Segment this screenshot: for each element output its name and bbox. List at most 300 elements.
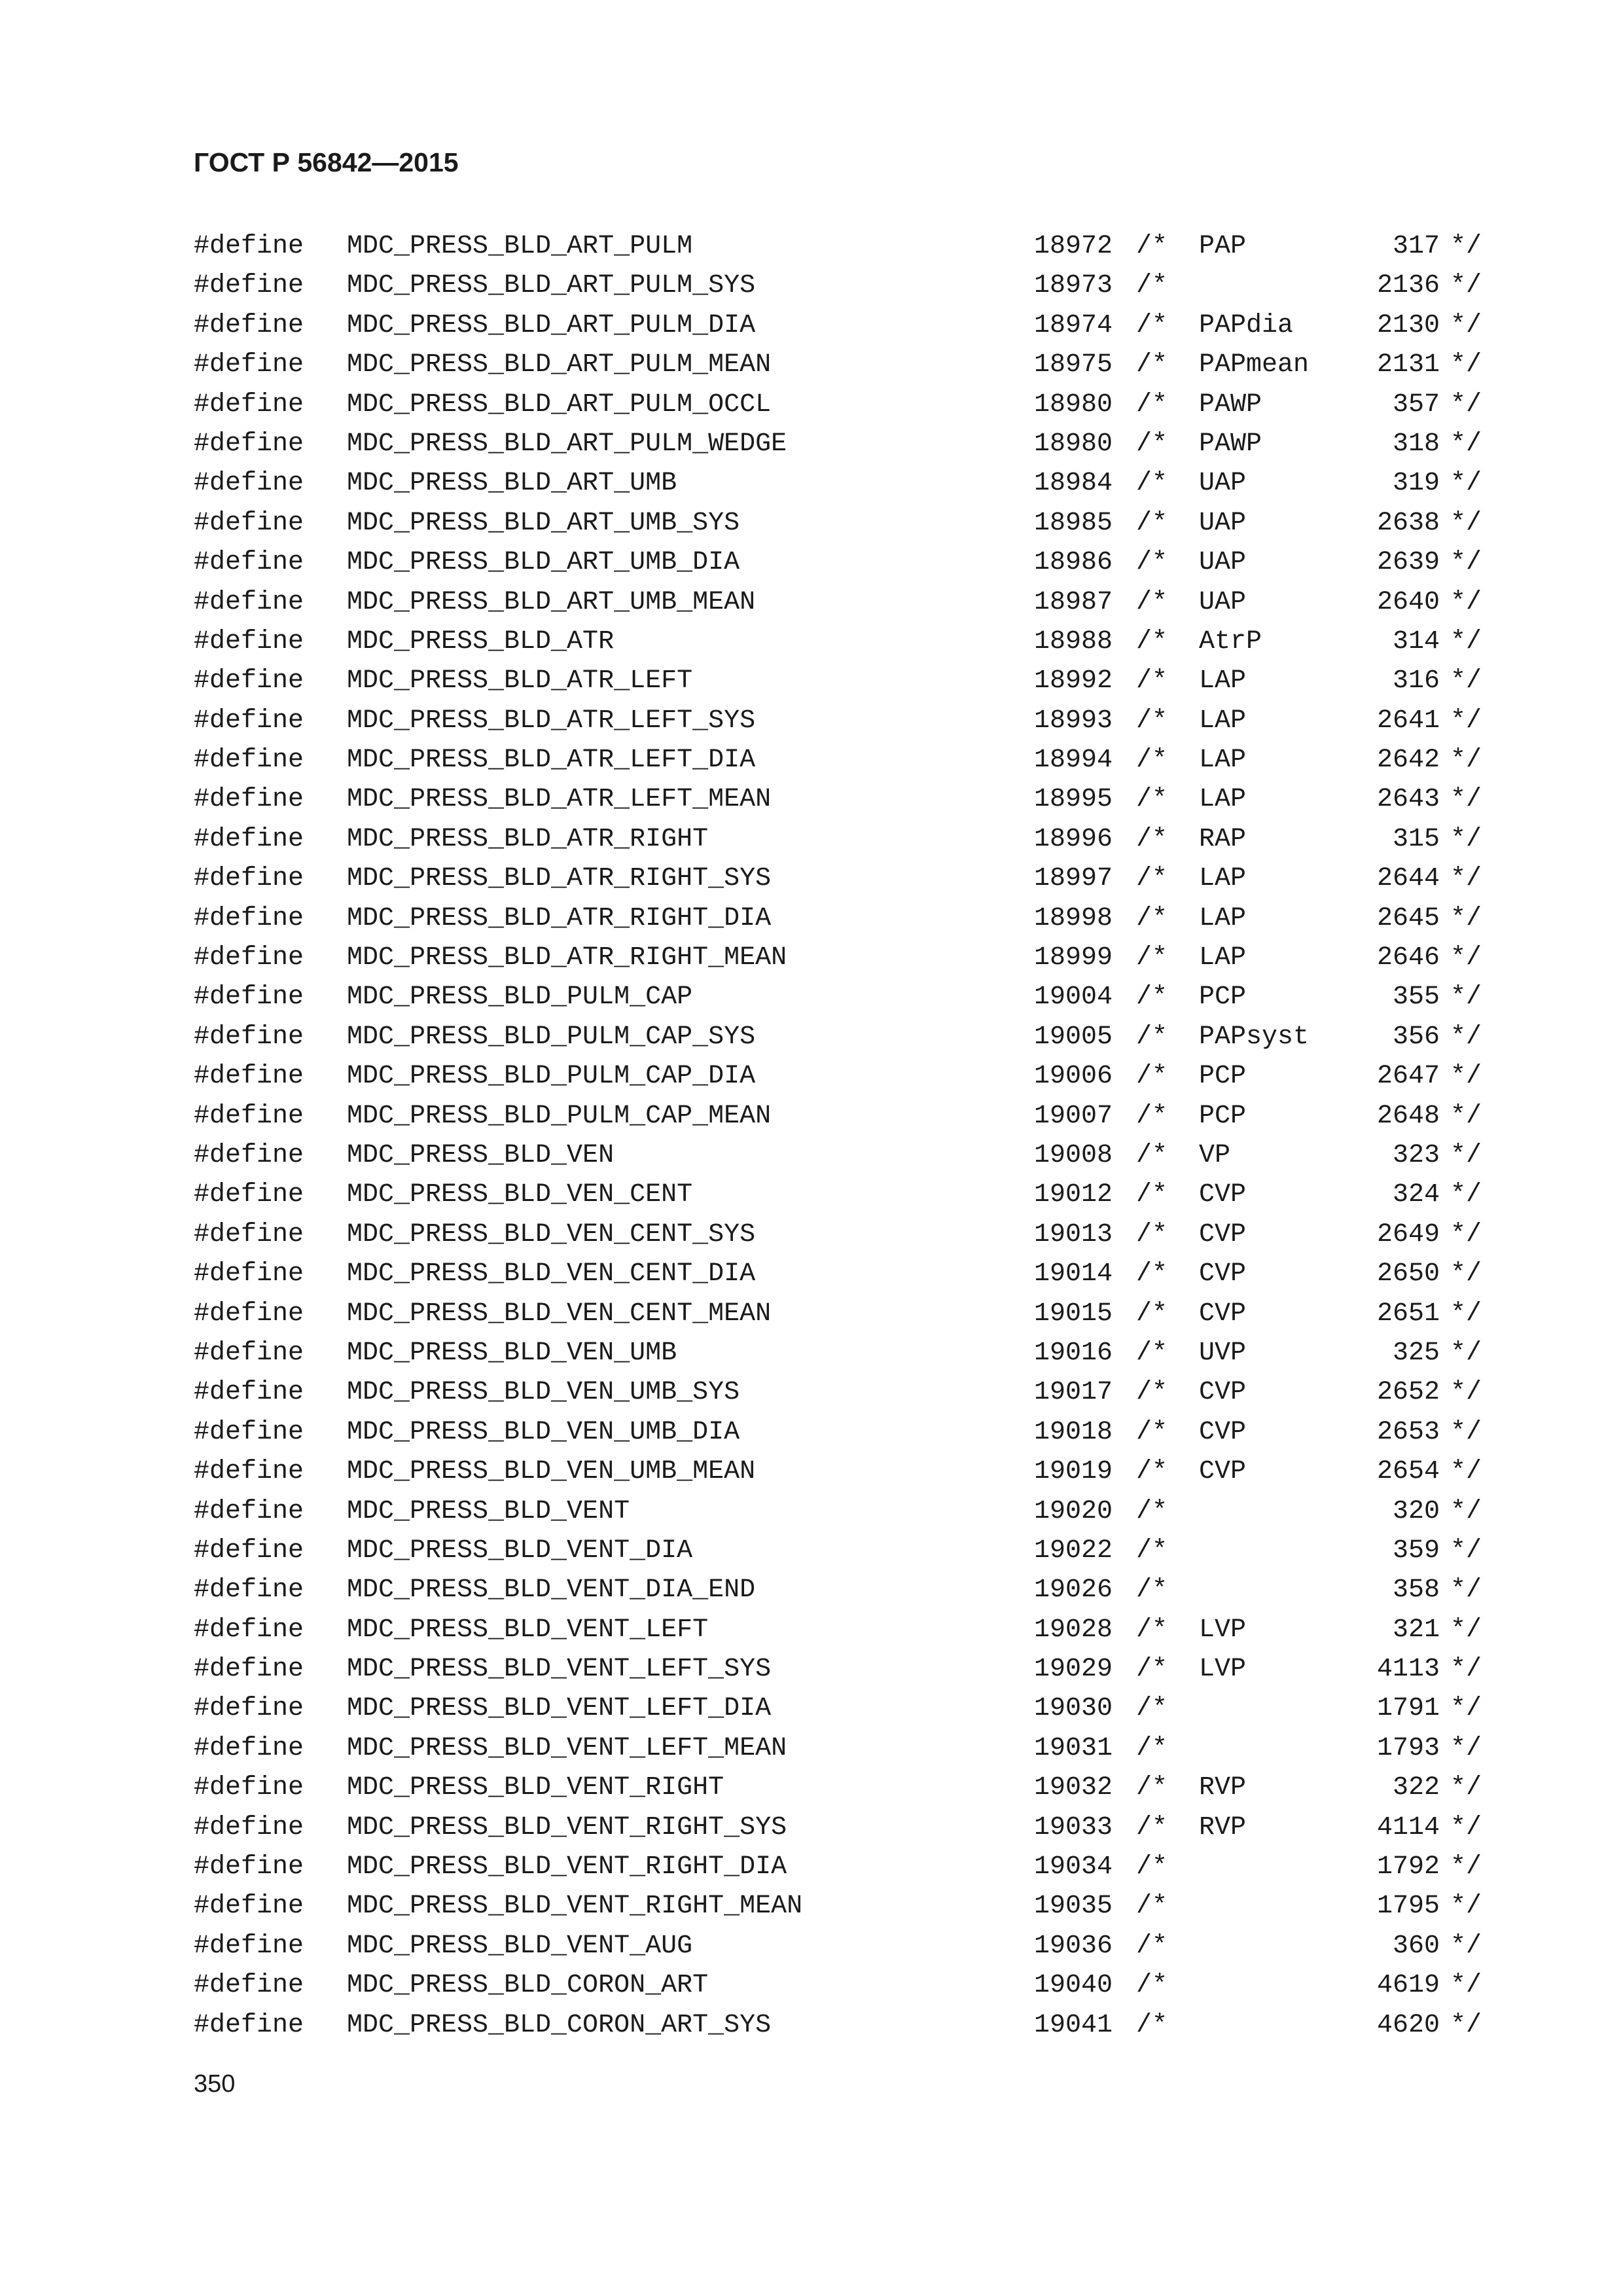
macro-value: 18995 bbox=[1033, 785, 1113, 815]
comment-close: */ bbox=[1450, 706, 1482, 736]
comment-open: /* bbox=[1136, 785, 1168, 815]
define-directive: #define bbox=[194, 1892, 304, 1922]
macro-name: MDC_PRESS_BLD_CORON_ART bbox=[347, 1971, 709, 2001]
comment-close: */ bbox=[1450, 1219, 1482, 1249]
comment-open: /* bbox=[1136, 1180, 1168, 1210]
comment-close: */ bbox=[1450, 1812, 1482, 1842]
ref-code: 4114 bbox=[1376, 1812, 1440, 1842]
code-line bbox=[0, 2006, 1623, 2045]
macro-value: 19012 bbox=[1033, 1180, 1113, 1210]
abbreviation: LAP bbox=[1199, 706, 1247, 736]
macro-value: 19017 bbox=[1033, 1378, 1113, 1408]
macro-name: MDC_PRESS_BLD_ART_UMB bbox=[347, 469, 677, 499]
comment-close: */ bbox=[1450, 1852, 1482, 1882]
code-line bbox=[0, 1492, 1623, 1532]
comment-close: */ bbox=[1450, 548, 1482, 578]
comment-close: */ bbox=[1450, 1892, 1482, 1922]
ref-code: 323 bbox=[1392, 1140, 1440, 1170]
code-line bbox=[0, 1175, 1623, 1215]
comment-open: /* bbox=[1136, 310, 1168, 340]
define-directive: #define bbox=[194, 824, 304, 854]
ref-code: 324 bbox=[1392, 1180, 1440, 1210]
ref-code: 2650 bbox=[1376, 1259, 1440, 1289]
code-line bbox=[0, 464, 1623, 503]
define-directive: #define bbox=[194, 864, 304, 894]
comment-open: /* bbox=[1136, 864, 1168, 894]
comment-open: /* bbox=[1136, 626, 1168, 656]
comment-close: */ bbox=[1450, 310, 1482, 340]
macro-value: 18988 bbox=[1033, 626, 1113, 656]
macro-value: 19007 bbox=[1033, 1101, 1113, 1131]
macro-value: 18999 bbox=[1033, 943, 1113, 973]
ref-code: 1792 bbox=[1376, 1852, 1440, 1882]
comment-close: */ bbox=[1450, 785, 1482, 815]
abbreviation: AtrP bbox=[1199, 626, 1262, 656]
macro-name: MDC_PRESS_BLD_CORON_ART_SYS bbox=[347, 2010, 772, 2040]
macro-value: 18985 bbox=[1033, 508, 1113, 538]
define-directive: #define bbox=[194, 706, 304, 736]
macro-value: 19030 bbox=[1033, 1694, 1113, 1724]
ref-code: 4620 bbox=[1376, 2010, 1440, 2040]
comment-close: */ bbox=[1450, 864, 1482, 894]
abbreviation: LAP bbox=[1199, 903, 1247, 933]
ref-code: 316 bbox=[1392, 666, 1440, 696]
abbreviation: LAP bbox=[1199, 864, 1247, 894]
code-line bbox=[0, 1215, 1623, 1255]
macro-name: MDC_PRESS_BLD_PULM_CAP_SYS bbox=[347, 1022, 756, 1052]
abbreviation: LAP bbox=[1199, 785, 1247, 815]
macro-value: 19040 bbox=[1033, 1971, 1113, 2001]
macro-name: MDC_PRESS_BLD_PULM_CAP bbox=[347, 982, 693, 1013]
comment-close: */ bbox=[1450, 1971, 1482, 2001]
macro-value: 19022 bbox=[1033, 1535, 1113, 1566]
ref-code: 4113 bbox=[1376, 1655, 1440, 1685]
comment-close: */ bbox=[1450, 389, 1482, 420]
macro-value: 18986 bbox=[1033, 548, 1113, 578]
define-directive: #define bbox=[194, 429, 304, 459]
ref-code: 2647 bbox=[1376, 1062, 1440, 1092]
code-line bbox=[0, 899, 1623, 939]
code-line bbox=[0, 1057, 1623, 1096]
document-header: ГОСТ Р 56842—2015 bbox=[194, 147, 459, 177]
define-directive: #define bbox=[194, 1812, 304, 1842]
define-directive: #define bbox=[194, 1259, 304, 1289]
code-line bbox=[0, 583, 1623, 622]
abbreviation: LVP bbox=[1199, 1655, 1247, 1685]
define-directive: #define bbox=[194, 587, 304, 617]
code-line bbox=[0, 939, 1623, 978]
code-line bbox=[0, 266, 1623, 306]
define-directive: #define bbox=[194, 232, 304, 261]
macro-value: 19034 bbox=[1033, 1852, 1113, 1882]
comment-close: */ bbox=[1450, 350, 1482, 380]
macro-name: MDC_PRESS_BLD_VENT_RIGHT_DIA bbox=[347, 1852, 787, 1882]
comment-close: */ bbox=[1450, 1931, 1482, 1961]
ref-code: 359 bbox=[1392, 1535, 1440, 1566]
abbreviation: PAPmean bbox=[1199, 350, 1310, 380]
comment-close: */ bbox=[1450, 429, 1482, 459]
ref-code: 318 bbox=[1392, 429, 1440, 459]
macro-name: MDC_PRESS_BLD_ART_PULM_OCCL bbox=[347, 389, 772, 420]
define-directive: #define bbox=[194, 508, 304, 538]
abbreviation: RAP bbox=[1199, 824, 1247, 854]
macro-value: 18980 bbox=[1033, 389, 1113, 420]
code-line bbox=[0, 978, 1623, 1017]
macro-name: MDC_PRESS_BLD_VENT_DIA bbox=[347, 1535, 693, 1566]
comment-open: /* bbox=[1136, 1457, 1168, 1487]
ref-code: 2644 bbox=[1376, 864, 1440, 894]
ref-code: 357 bbox=[1392, 389, 1440, 420]
comment-open: /* bbox=[1136, 1219, 1168, 1249]
abbreviation: CVP bbox=[1199, 1417, 1247, 1447]
define-directive: #define bbox=[194, 1575, 304, 1605]
code-line bbox=[0, 1887, 1623, 1926]
macro-value: 19032 bbox=[1033, 1773, 1113, 1803]
macro-name: MDC_PRESS_BLD_VENT_AUG bbox=[347, 1931, 693, 1961]
comment-open: /* bbox=[1136, 389, 1168, 420]
abbreviation: CVP bbox=[1199, 1457, 1247, 1487]
code-line bbox=[0, 346, 1623, 385]
macro-name: MDC_PRESS_BLD_ATR_RIGHT_SYS bbox=[347, 864, 772, 894]
code-line bbox=[0, 543, 1623, 583]
macro-value: 18972 bbox=[1033, 232, 1113, 261]
comment-open: /* bbox=[1136, 1575, 1168, 1605]
macro-name: MDC_PRESS_BLD_ART_PULM_WEDGE bbox=[347, 429, 787, 459]
define-directive: #define bbox=[194, 1615, 304, 1645]
comment-close: */ bbox=[1450, 824, 1482, 854]
abbreviation: UAP bbox=[1199, 469, 1247, 499]
comment-open: /* bbox=[1136, 1259, 1168, 1289]
macro-name: MDC_PRESS_BLD_ATR bbox=[347, 626, 615, 656]
abbreviation: CVP bbox=[1199, 1259, 1247, 1289]
code-line bbox=[0, 622, 1623, 662]
macro-name: MDC_PRESS_BLD_VEN_CENT_SYS bbox=[347, 1219, 756, 1249]
abbreviation: LAP bbox=[1199, 745, 1247, 776]
comment-open: /* bbox=[1136, 824, 1168, 854]
code-line bbox=[0, 1927, 1623, 1966]
code-line bbox=[0, 1808, 1623, 1848]
macro-name: MDC_PRESS_BLD_VEN_UMB_SYS bbox=[347, 1378, 740, 1408]
comment-open: /* bbox=[1136, 1417, 1168, 1447]
code-line bbox=[0, 820, 1623, 859]
macro-value: 19004 bbox=[1033, 982, 1113, 1013]
code-line bbox=[0, 1650, 1623, 1689]
comment-close: */ bbox=[1450, 745, 1482, 776]
macro-name: MDC_PRESS_BLD_ART_UMB_SYS bbox=[347, 508, 740, 538]
comment-open: /* bbox=[1136, 1852, 1168, 1882]
code-line bbox=[0, 1611, 1623, 1650]
comment-close: */ bbox=[1450, 1140, 1482, 1170]
ref-code: 319 bbox=[1392, 469, 1440, 499]
define-directive: #define bbox=[194, 1535, 304, 1566]
comment-close: */ bbox=[1450, 1101, 1482, 1131]
comment-open: /* bbox=[1136, 1101, 1168, 1131]
macro-name: MDC_PRESS_BLD_VENT_LEFT_MEAN bbox=[347, 1733, 787, 1763]
abbreviation: RVP bbox=[1199, 1773, 1247, 1803]
ref-code: 2642 bbox=[1376, 745, 1440, 776]
define-directive: #define bbox=[194, 1299, 304, 1329]
abbreviation: PAPdia bbox=[1199, 310, 1294, 340]
comment-close: */ bbox=[1450, 1062, 1482, 1092]
comment-close: */ bbox=[1450, 508, 1482, 538]
comment-open: /* bbox=[1136, 1931, 1168, 1961]
comment-open: /* bbox=[1136, 1535, 1168, 1566]
ref-code: 2136 bbox=[1376, 271, 1440, 301]
abbreviation: LAP bbox=[1199, 943, 1247, 973]
comment-close: */ bbox=[1450, 1457, 1482, 1487]
comment-open: /* bbox=[1136, 903, 1168, 933]
abbreviation: LVP bbox=[1199, 1615, 1247, 1645]
macro-value: 19005 bbox=[1033, 1022, 1113, 1052]
ref-code: 314 bbox=[1392, 626, 1440, 656]
macro-value: 18980 bbox=[1033, 429, 1113, 459]
macro-name: MDC_PRESS_BLD_VENT_RIGHT bbox=[347, 1773, 724, 1803]
define-directive: #define bbox=[194, 1219, 304, 1249]
comment-open: /* bbox=[1136, 1338, 1168, 1368]
ref-code: 321 bbox=[1392, 1615, 1440, 1645]
macro-value: 18973 bbox=[1033, 271, 1113, 301]
comment-open: /* bbox=[1136, 350, 1168, 380]
macro-name: MDC_PRESS_BLD_VENT_RIGHT_MEAN bbox=[347, 1892, 803, 1922]
define-directive: #define bbox=[194, 785, 304, 815]
abbreviation: PCP bbox=[1199, 982, 1247, 1013]
comment-open: /* bbox=[1136, 469, 1168, 499]
define-directive: #define bbox=[194, 469, 304, 499]
macro-name: MDC_PRESS_BLD_ART_UMB_MEAN bbox=[347, 587, 756, 617]
comment-open: /* bbox=[1136, 982, 1168, 1013]
ref-code: 4619 bbox=[1376, 1971, 1440, 2001]
macro-name: MDC_PRESS_BLD_VENT_LEFT_DIA bbox=[347, 1694, 772, 1724]
comment-open: /* bbox=[1136, 1615, 1168, 1645]
ref-code: 322 bbox=[1392, 1773, 1440, 1803]
abbreviation: UVP bbox=[1199, 1338, 1247, 1368]
comment-open: /* bbox=[1136, 2010, 1168, 2040]
comment-close: */ bbox=[1450, 903, 1482, 933]
comment-close: */ bbox=[1450, 1496, 1482, 1526]
comment-open: /* bbox=[1136, 1062, 1168, 1092]
macro-name: MDC_PRESS_BLD_VEN_CENT bbox=[347, 1180, 693, 1210]
define-directive: #define bbox=[194, 1457, 304, 1487]
define-directive: #define bbox=[194, 1694, 304, 1724]
macro-value: 19013 bbox=[1033, 1219, 1113, 1249]
macro-value: 19015 bbox=[1033, 1299, 1113, 1329]
macro-value: 19020 bbox=[1033, 1496, 1113, 1526]
comment-close: */ bbox=[1450, 1535, 1482, 1566]
define-directive: #define bbox=[194, 903, 304, 933]
ref-code: 2652 bbox=[1376, 1378, 1440, 1408]
code-line bbox=[0, 227, 1623, 266]
comment-open: /* bbox=[1136, 1496, 1168, 1526]
define-directive: #define bbox=[194, 1022, 304, 1052]
define-directive: #define bbox=[194, 271, 304, 301]
code-line bbox=[0, 1571, 1623, 1610]
code-line bbox=[0, 1097, 1623, 1136]
macro-value: 19018 bbox=[1033, 1417, 1113, 1447]
code-listing bbox=[0, 227, 1623, 2045]
macro-name: MDC_PRESS_BLD_PULM_CAP_MEAN bbox=[347, 1101, 772, 1131]
macro-name: MDC_PRESS_BLD_VEN_UMB bbox=[347, 1338, 677, 1368]
comment-open: /* bbox=[1136, 1812, 1168, 1842]
macro-name: MDC_PRESS_BLD_ATR_RIGHT_MEAN bbox=[347, 943, 787, 973]
comment-close: */ bbox=[1450, 1378, 1482, 1408]
ref-code: 2130 bbox=[1376, 310, 1440, 340]
comment-close: */ bbox=[1450, 1259, 1482, 1289]
macro-value: 18993 bbox=[1033, 706, 1113, 736]
abbreviation: PAP bbox=[1199, 232, 1247, 261]
macro-value: 19019 bbox=[1033, 1457, 1113, 1487]
code-line bbox=[0, 1966, 1623, 2005]
comment-open: /* bbox=[1136, 706, 1168, 736]
macro-name: MDC_PRESS_BLD_ATR_RIGHT_DIA bbox=[347, 903, 772, 933]
code-line bbox=[0, 1768, 1623, 1808]
macro-name: MDC_PRESS_BLD_ATR_LEFT bbox=[347, 666, 693, 696]
comment-open: /* bbox=[1136, 271, 1168, 301]
macro-name: MDC_PRESS_BLD_VENT_LEFT_SYS bbox=[347, 1655, 772, 1685]
code-line bbox=[0, 1413, 1623, 1452]
ref-code: 358 bbox=[1392, 1575, 1440, 1605]
ref-code: 2651 bbox=[1376, 1299, 1440, 1329]
macro-name: MDC_PRESS_BLD_VENT_LEFT bbox=[347, 1615, 709, 1645]
comment-open: /* bbox=[1136, 587, 1168, 617]
comment-close: */ bbox=[1450, 1180, 1482, 1210]
comment-open: /* bbox=[1136, 508, 1168, 538]
macro-value: 18992 bbox=[1033, 666, 1113, 696]
macro-value: 18987 bbox=[1033, 587, 1113, 617]
define-directive: #define bbox=[194, 1338, 304, 1368]
macro-name: MDC_PRESS_BLD_ATR_RIGHT bbox=[347, 824, 709, 854]
ref-code: 356 bbox=[1392, 1022, 1440, 1052]
define-directive: #define bbox=[194, 1773, 304, 1803]
macro-name: MDC_PRESS_BLD_VEN bbox=[347, 1140, 615, 1170]
macro-value: 19041 bbox=[1033, 2010, 1113, 2040]
comment-close: */ bbox=[1450, 1575, 1482, 1605]
code-line bbox=[0, 1848, 1623, 1887]
define-directive: #define bbox=[194, 2010, 304, 2040]
define-directive: #define bbox=[194, 666, 304, 696]
ref-code: 320 bbox=[1392, 1496, 1440, 1526]
ref-code: 2654 bbox=[1376, 1457, 1440, 1487]
macro-name: MDC_PRESS_BLD_ART_PULM_SYS bbox=[347, 271, 756, 301]
ref-code: 2639 bbox=[1376, 548, 1440, 578]
macro-value: 18984 bbox=[1033, 469, 1113, 499]
comment-close: */ bbox=[1450, 1773, 1482, 1803]
macro-name: MDC_PRESS_BLD_VENT_DIA_END bbox=[347, 1575, 756, 1605]
define-directive: #define bbox=[194, 1931, 304, 1961]
macro-value: 19016 bbox=[1033, 1338, 1113, 1368]
abbreviation: CVP bbox=[1199, 1219, 1247, 1249]
macro-name: MDC_PRESS_BLD_VEN_UMB_DIA bbox=[347, 1417, 740, 1447]
macro-name: MDC_PRESS_BLD_ART_PULM bbox=[347, 232, 693, 261]
comment-close: */ bbox=[1450, 469, 1482, 499]
macro-value: 18996 bbox=[1033, 824, 1113, 854]
code-line bbox=[0, 780, 1623, 819]
abbreviation: CVP bbox=[1199, 1180, 1247, 1210]
comment-close: */ bbox=[1450, 982, 1482, 1013]
code-line bbox=[0, 1532, 1623, 1571]
abbreviation: VP bbox=[1199, 1140, 1231, 1170]
comment-close: */ bbox=[1450, 1338, 1482, 1368]
abbreviation: CVP bbox=[1199, 1378, 1247, 1408]
abbreviation: PAPsyst bbox=[1199, 1022, 1310, 1052]
comment-open: /* bbox=[1136, 1733, 1168, 1763]
macro-value: 18994 bbox=[1033, 745, 1113, 776]
comment-open: /* bbox=[1136, 1655, 1168, 1685]
macro-name: MDC_PRESS_BLD_ATR_LEFT_DIA bbox=[347, 745, 756, 776]
code-line bbox=[0, 425, 1623, 464]
comment-close: */ bbox=[1450, 1615, 1482, 1645]
define-directive: #define bbox=[194, 1417, 304, 1447]
macro-value: 19031 bbox=[1033, 1733, 1113, 1763]
macro-value: 19029 bbox=[1033, 1655, 1113, 1685]
code-line bbox=[0, 741, 1623, 780]
define-directive: #define bbox=[194, 943, 304, 973]
macro-value: 19033 bbox=[1033, 1812, 1113, 1842]
macro-value: 19028 bbox=[1033, 1615, 1113, 1645]
code-line bbox=[0, 702, 1623, 741]
comment-open: /* bbox=[1136, 1694, 1168, 1724]
ref-code: 2653 bbox=[1376, 1417, 1440, 1447]
ref-code: 315 bbox=[1392, 824, 1440, 854]
abbreviation: UAP bbox=[1199, 508, 1247, 538]
comment-open: /* bbox=[1136, 1140, 1168, 1170]
code-line bbox=[0, 859, 1623, 899]
macro-name: MDC_PRESS_BLD_ART_UMB_DIA bbox=[347, 548, 740, 578]
ref-code: 1793 bbox=[1376, 1733, 1440, 1763]
code-line bbox=[0, 1452, 1623, 1492]
ref-code: 2643 bbox=[1376, 785, 1440, 815]
comment-open: /* bbox=[1136, 232, 1168, 261]
ref-code: 2641 bbox=[1376, 706, 1440, 736]
macro-name: MDC_PRESS_BLD_ATR_LEFT_MEAN bbox=[347, 785, 772, 815]
comment-close: */ bbox=[1450, 626, 1482, 656]
macro-value: 19036 bbox=[1033, 1931, 1113, 1961]
comment-close: */ bbox=[1450, 271, 1482, 301]
code-line bbox=[0, 662, 1623, 701]
comment-close: */ bbox=[1450, 232, 1482, 261]
code-line bbox=[0, 504, 1623, 543]
macro-value: 19006 bbox=[1033, 1062, 1113, 1092]
define-directive: #define bbox=[194, 310, 304, 340]
abbreviation: RVP bbox=[1199, 1812, 1247, 1842]
abbreviation: CVP bbox=[1199, 1299, 1247, 1329]
define-directive: #define bbox=[194, 982, 304, 1013]
ref-code: 2638 bbox=[1376, 508, 1440, 538]
abbreviation: PAWP bbox=[1199, 389, 1262, 420]
macro-name: MDC_PRESS_BLD_PULM_CAP_DIA bbox=[347, 1062, 756, 1092]
macro-value: 18975 bbox=[1033, 350, 1113, 380]
comment-close: */ bbox=[1450, 587, 1482, 617]
code-line bbox=[0, 1689, 1623, 1729]
abbreviation: UAP bbox=[1199, 548, 1247, 578]
macro-name: MDC_PRESS_BLD_VEN_UMB_MEAN bbox=[347, 1457, 756, 1487]
comment-open: /* bbox=[1136, 943, 1168, 973]
ref-code: 2645 bbox=[1376, 903, 1440, 933]
code-line bbox=[0, 1729, 1623, 1768]
ref-code: 325 bbox=[1392, 1338, 1440, 1368]
macro-value: 19008 bbox=[1033, 1140, 1113, 1170]
comment-open: /* bbox=[1136, 429, 1168, 459]
comment-open: /* bbox=[1136, 666, 1168, 696]
define-directive: #define bbox=[194, 548, 304, 578]
code-line bbox=[0, 1136, 1623, 1175]
abbreviation: PCP bbox=[1199, 1101, 1247, 1131]
comment-open: /* bbox=[1136, 745, 1168, 776]
comment-open: /* bbox=[1136, 1299, 1168, 1329]
macro-value: 19035 bbox=[1033, 1892, 1113, 1922]
macro-name: MDC_PRESS_BLD_ART_PULM_MEAN bbox=[347, 350, 772, 380]
comment-close: */ bbox=[1450, 1299, 1482, 1329]
macro-name: MDC_PRESS_BLD_VENT bbox=[347, 1496, 630, 1526]
